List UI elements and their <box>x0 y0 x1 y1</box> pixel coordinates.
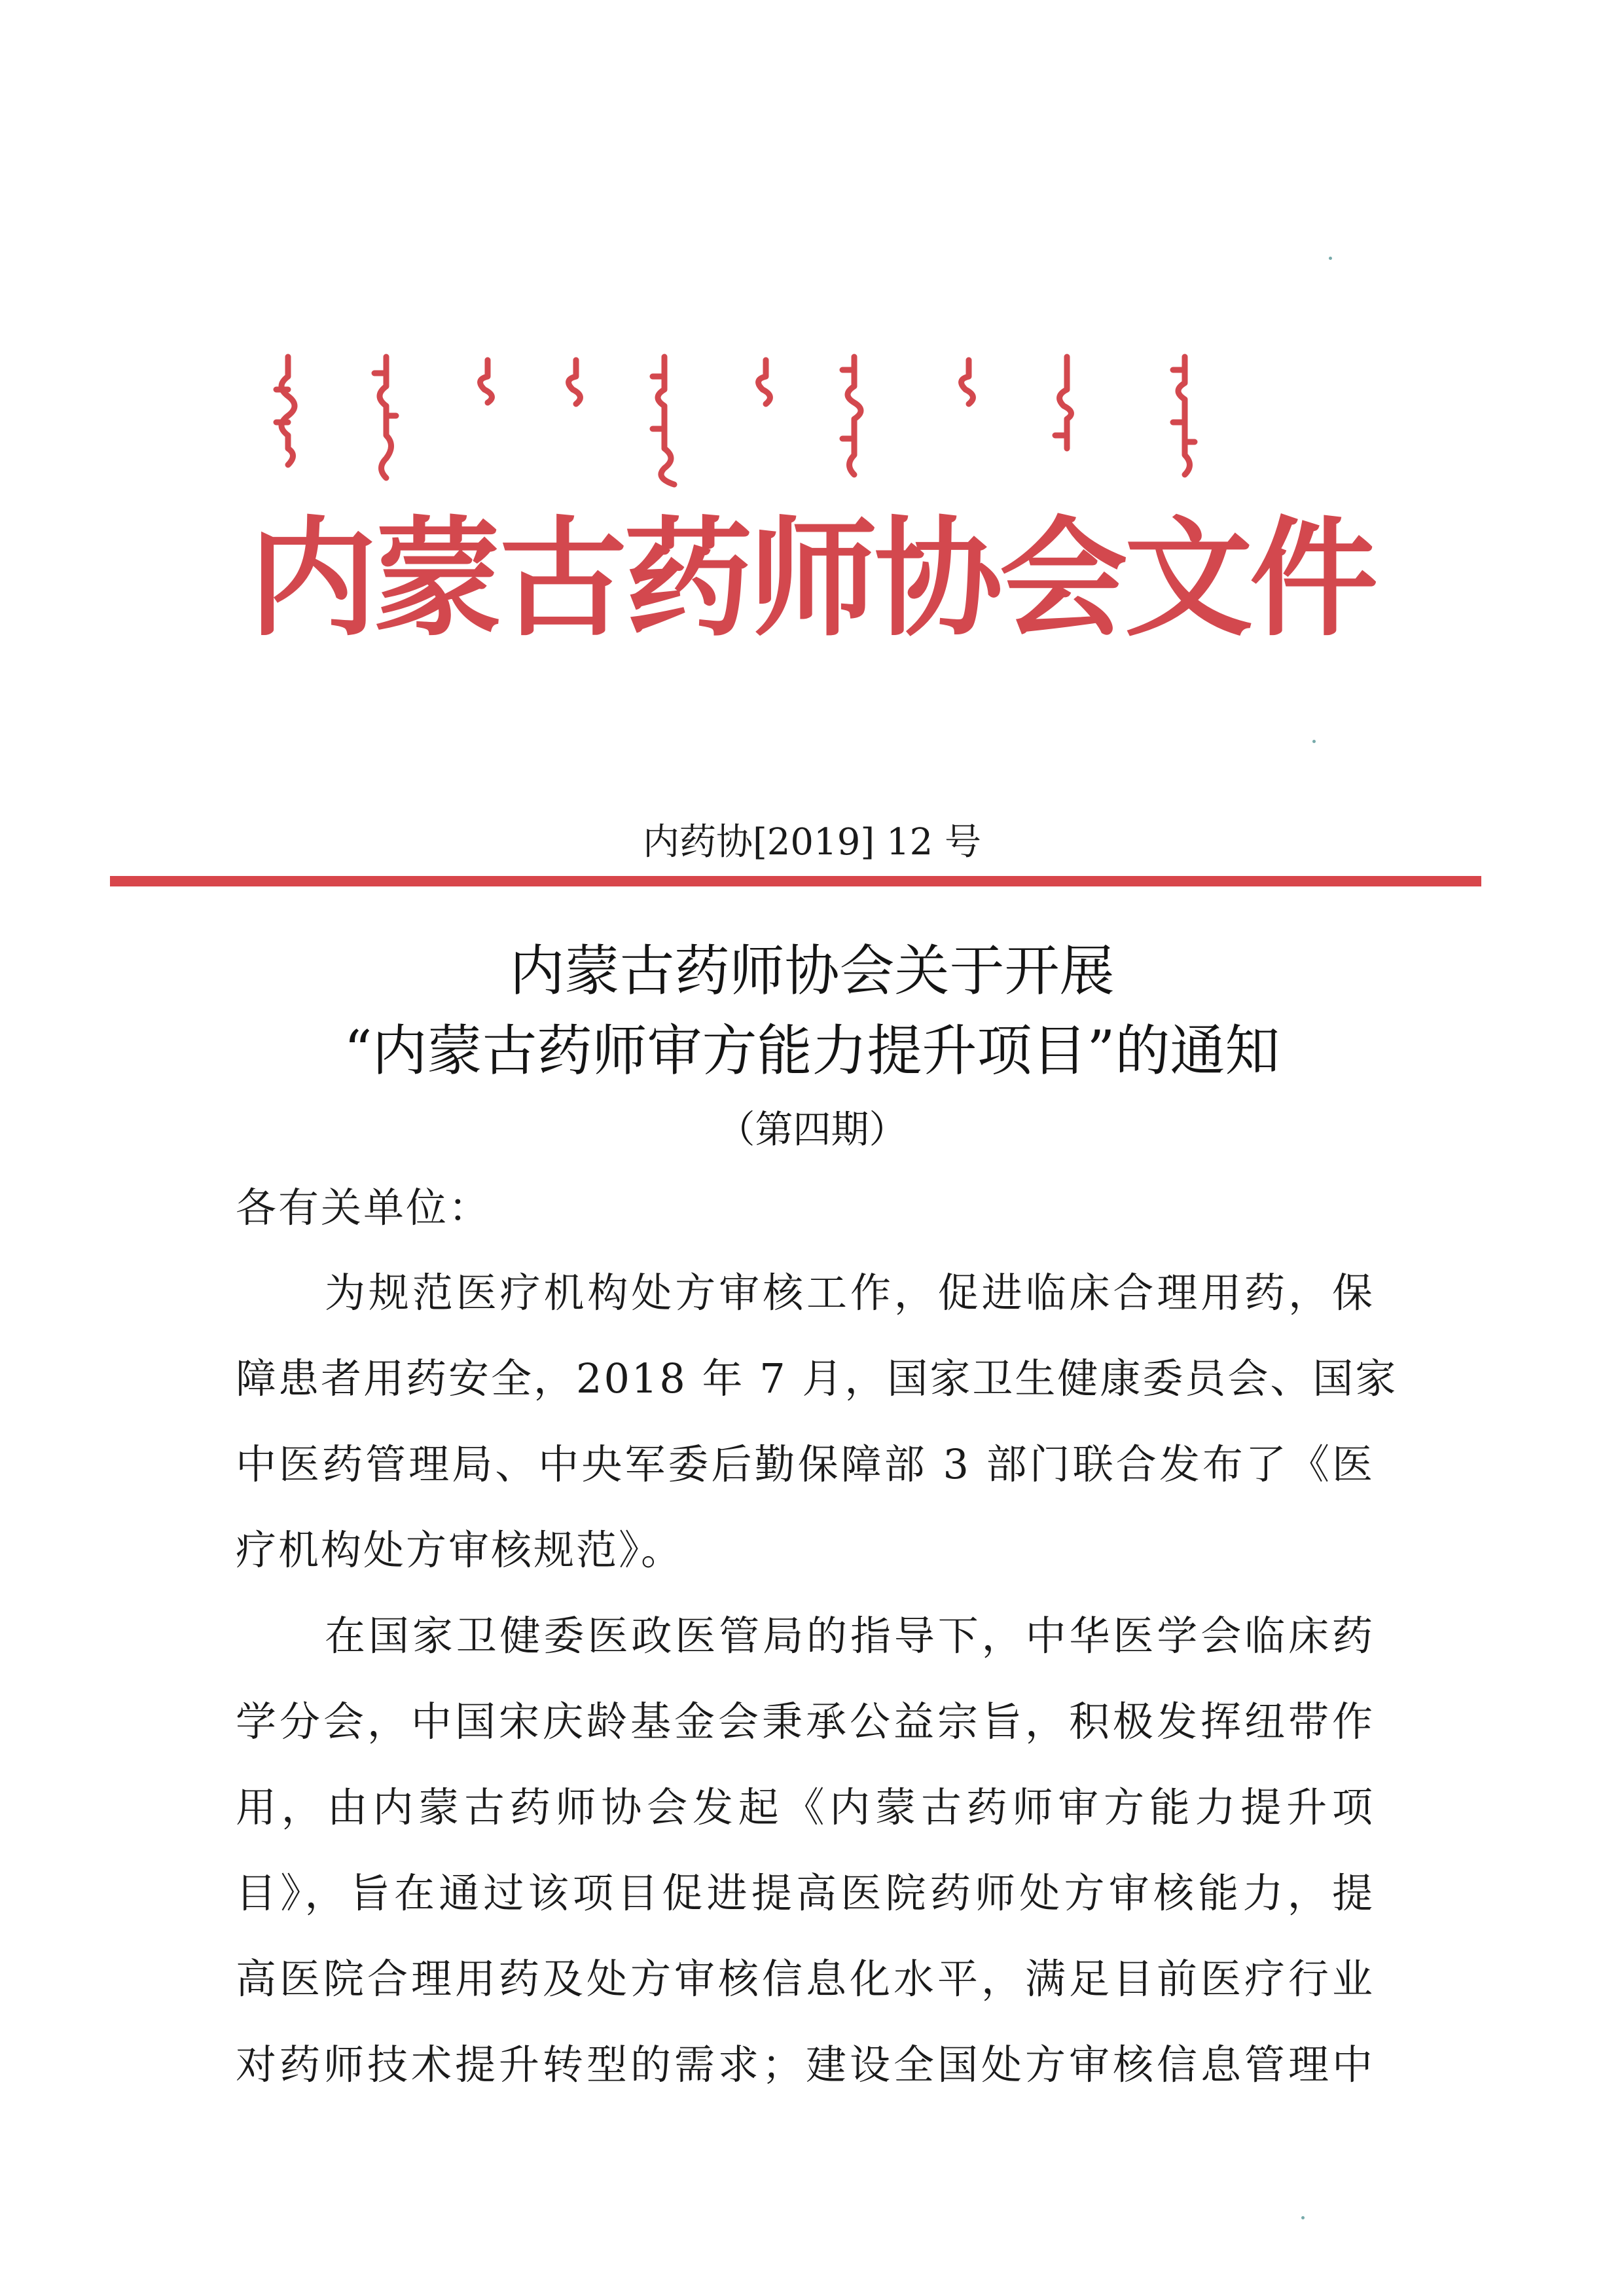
body-line: 疗机构处方审核规范》。 <box>236 1526 684 1574</box>
scan-speck <box>1329 257 1332 260</box>
issuer-title-char: 文 <box>1124 505 1253 654</box>
issuer-title-char: 协 <box>874 505 1003 654</box>
scan-speck <box>1301 2216 1305 2219</box>
body-line: 在国家卫健委医政医管局的指导下，中华医学会临床药 <box>325 1612 1375 1660</box>
document-number: 内药协[2019] 12 号 <box>642 821 982 864</box>
issuer-title-char: 药 <box>624 505 753 654</box>
body-line: 高医院合理用药及处方审核信息化水平，满足目前医疗行业 <box>236 1955 1375 2003</box>
body-line: 学分会，中国宋庆龄基金会秉承公益宗旨，积极发挥纽带作 <box>236 1698 1375 1745</box>
scan-speck <box>1312 740 1316 743</box>
issuer-title-char: 会 <box>999 505 1128 654</box>
red-divider-line <box>110 876 1481 886</box>
mongolian-script-art <box>262 350 1342 488</box>
issuer-title <box>249 491 1379 668</box>
body-line: 对药师技术提升转型的需求；建设全国处方审核信息管理中 <box>236 2041 1375 2088</box>
issuer-title-char: 内 <box>249 505 378 654</box>
issuer-title-char: 件 <box>1250 505 1379 654</box>
body-line: 障患者用药安全，2018 年 7 月，国家卫生健康委员会、国家 <box>236 1355 1398 1402</box>
body-line: 目》，旨在通过该项目促进提高医院药师处方审核能力，提 <box>236 1869 1375 1917</box>
body-line: 中医药管理局、中央军委后勤保障部 3 部门联合发布了《医 <box>236 1440 1375 1488</box>
body-line: 为规范医疗机构处方审核工作，促进临床合理用药，保 <box>325 1269 1375 1317</box>
issuer-title-char: 蒙 <box>374 505 503 654</box>
issuer-title-char: 师 <box>749 505 878 654</box>
issue-number: （第四期） <box>717 1107 907 1152</box>
notice-title-line-1: 内蒙古药师协会关于开展 <box>509 939 1115 1003</box>
notice-title-line-2: “内蒙古药师审方能力提升项目”的通知 <box>344 1019 1280 1083</box>
salutation: 各有关单位： <box>236 1184 492 1231</box>
issuer-title-char: 古 <box>499 505 628 654</box>
body-line: 用，由内蒙古药师协会发起《内蒙古药师审方能力提升项 <box>236 1783 1375 1831</box>
mongolian-script-heading <box>262 350 1342 488</box>
